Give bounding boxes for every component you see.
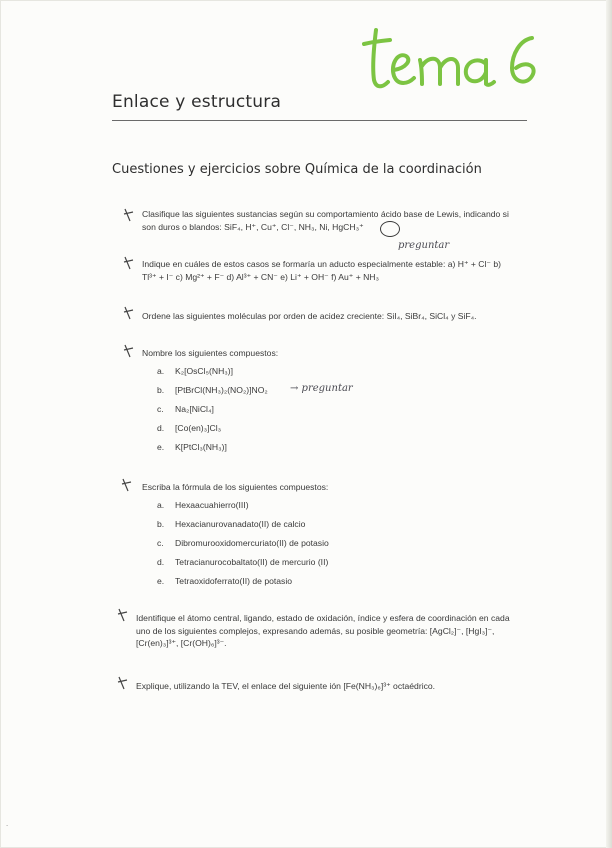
question-5-text: Escriba la fórmula de los siguientes compuestos: xyxy=(142,482,329,492)
question-6-text: Identifique el átomo central, ligando, estado de oxidación, índice y esfera de coordinación en cada uno de los siguientes complejos, expresando además, su posible geometría: [AgCl₂]⁻, [HgI₃]⁻, [Cr(en)₃]³⁺, [Cr(OH)₆]³⁻. xyxy=(136,613,510,648)
list-item-letter: a. xyxy=(157,366,165,376)
list-item-text: [PtBrCl(NH₃)₂(NO₂)]NO₂ xyxy=(175,385,268,395)
list-item xyxy=(157,404,214,414)
list-item-letter: c. xyxy=(157,404,164,414)
list-item-text: Tetracianurocobaltato(II) de mercurio (II) xyxy=(175,557,329,567)
list-item-text: Dibromurooxidomercuriato(II) de potasio xyxy=(175,538,329,548)
list-item-letter: b. xyxy=(157,519,165,529)
list-item-letter: e. xyxy=(157,442,165,452)
list-item xyxy=(157,385,268,395)
scan-artifact: ˙ xyxy=(6,824,9,834)
list-item xyxy=(157,557,328,567)
question-4-text: Nombre los siguientes compuestos: xyxy=(142,348,279,358)
question-7-number-mark xyxy=(114,674,132,692)
question-2-number-mark xyxy=(120,254,138,272)
handwritten-title-image xyxy=(350,22,550,102)
list-item-letter: d. xyxy=(157,557,165,567)
list-item xyxy=(157,423,221,433)
list-item-letter: c. xyxy=(157,538,164,548)
question-1-number-mark xyxy=(120,206,138,224)
question-4b-note: → preguntar xyxy=(290,383,353,394)
list-item-letter: d. xyxy=(157,423,165,433)
list-item-text: Hexacianurovanadato(II) de calcio xyxy=(175,519,306,529)
question-3-text: Ordene las siguientes moléculas por orden de acidez creciente: SiI₄, SiBr₄, SiCl₄ y SiF₄. xyxy=(142,311,477,321)
question-7-text: Explique, utilizando la TEV, el enlace del siguiente ión [Fe(NH₃)₆]³⁺ octaédrico. xyxy=(136,681,436,691)
list-item-letter: b. xyxy=(157,385,165,395)
question-6-number-mark xyxy=(114,606,132,624)
question-1-note: preguntar xyxy=(398,240,450,251)
page-subtitle: Cuestiones y ejercicios sobre Química de la coordinación xyxy=(112,162,482,177)
list-item xyxy=(157,519,305,529)
list-item-text: Hexaacuahierro(III) xyxy=(175,500,249,510)
list-item-text: K[PtCl₃(NH₃)] xyxy=(175,442,227,452)
question-5-number-mark xyxy=(118,476,136,494)
list-item xyxy=(157,442,227,452)
question-4-number-mark xyxy=(120,342,138,360)
list-item-letter: a. xyxy=(157,500,165,510)
list-item-text: Na₂[NiCl₄] xyxy=(175,404,214,414)
list-item-text: Tetraoxidoferrato(II) de potasio xyxy=(175,576,293,586)
section-title: Enlace y estructura xyxy=(112,92,282,112)
list-item-text: K₂[OsCl₅(NH₃)] xyxy=(175,366,234,376)
list-item-text: [Co(en)₃]Cl₃ xyxy=(175,423,222,433)
question-1-text: Clasifique las siguientes sustancias según su comportamiento ácido base de Lewis, indicando si son duros o blandos: SiF₄, H⁺, Cu⁺, Cl⁻, NH₃, Ni, HgCH₃⁺ xyxy=(142,209,509,232)
list-item-letter: e. xyxy=(157,576,165,586)
list-item xyxy=(157,366,233,376)
list-item xyxy=(157,538,329,548)
question-1-circle-annotation xyxy=(380,221,400,237)
page-edge xyxy=(606,0,612,848)
list-item xyxy=(157,500,249,510)
section-divider xyxy=(112,120,527,121)
question-3-number-mark xyxy=(120,304,138,322)
question-2-text: Indique en cuáles de estos casos se formaría un aducto especialmente estable: a) H⁺ + Cl⁻ b) Tl³⁺ + I⁻ c) Mg²⁺ + F⁻ d) Al³⁺ + CN⁻ e) Li⁺ + OH⁻ f) Au⁺ + NH₃ xyxy=(142,259,501,282)
list-item xyxy=(157,576,292,586)
